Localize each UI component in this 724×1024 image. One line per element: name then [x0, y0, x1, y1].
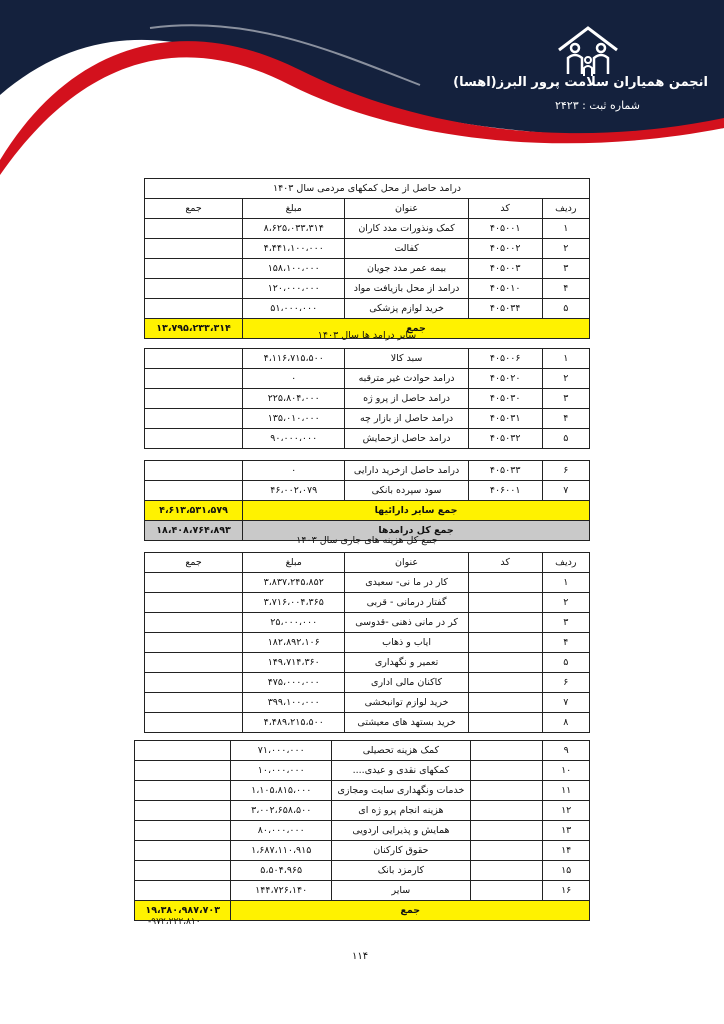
row-sum — [145, 481, 243, 501]
row-amount: ۸۰،۰۰۰،۰۰۰ — [231, 821, 332, 841]
section-title: سایر درامد ها سال ۱۴۰۳ — [317, 330, 417, 341]
table-row — [145, 279, 590, 299]
row-code — [470, 841, 543, 861]
total-value: ۴،۶۱۳،۵۳۱،۵۷۹ — [145, 501, 243, 521]
column-header-title: عنوان — [345, 199, 468, 219]
row-amount: ۰ — [243, 369, 345, 389]
row-number: ۱۰ — [543, 761, 590, 781]
row-number: ۳ — [542, 389, 589, 409]
table-row — [135, 881, 590, 901]
row-title: خرید لوازم پزشکی — [345, 299, 468, 319]
row-code — [468, 593, 542, 613]
row-amount: ۵۱،۰۰۰،۰۰۰ — [243, 299, 345, 319]
row-code — [468, 693, 542, 713]
row-number: ۴ — [542, 279, 589, 299]
row-sum — [135, 781, 231, 801]
row-title: خرید بستهد های معیشتی — [345, 713, 468, 733]
column-header-code: کد — [468, 199, 542, 219]
row-amount: ۸،۶۲۵،۰۳۳،۳۱۴ — [243, 219, 345, 239]
row-title: کاکنان مالی اداری — [345, 673, 468, 693]
income-expense-difference: -۹۷۲،۲۲۲،۸۱۰ — [148, 917, 201, 927]
table-row — [145, 613, 590, 633]
row-sum — [145, 713, 243, 733]
other-income-table-continued — [144, 460, 590, 541]
row-title: سبد کالا — [345, 349, 468, 369]
row-sum — [145, 369, 243, 389]
table-row — [135, 801, 590, 821]
section-title: درامد حاصل از محل کمکهای مردمی سال ۱۴۰۳ — [145, 179, 590, 199]
row-amount: ۱،۱۰۵،۸۱۵،۰۰۰ — [231, 781, 332, 801]
row-sum — [145, 673, 243, 693]
row-number: ۹ — [543, 741, 590, 761]
row-amount: ۳۹۹،۱۰۰،۰۰۰ — [243, 693, 345, 713]
row-amount: ۰ — [243, 461, 345, 481]
row-sum — [145, 389, 243, 409]
row-code — [470, 821, 543, 841]
row-amount: ۴،۴۴۱،۱۰۰،۰۰۰ — [243, 239, 345, 259]
row-amount: ۱،۶۸۷،۱۱۰،۹۱۵ — [231, 841, 332, 861]
row-amount: ۱۲۰،۰۰۰،۰۰۰ — [243, 279, 345, 299]
row-sum — [135, 761, 231, 781]
row-number: ۳ — [542, 613, 589, 633]
row-code: ۴۰۵۰۳۳ — [468, 461, 542, 481]
section-title: جمع کل هزینه های جاری سال ۱۴۰۳ — [296, 535, 438, 546]
row-amount: ۱۸۲،۸۹۲،۱۰۶ — [243, 633, 345, 653]
row-number: ۱۶ — [543, 881, 590, 901]
registration-number: شماره ثبت : ۲۴۲۳ — [554, 99, 640, 112]
table-row — [145, 389, 590, 409]
row-amount: ۴۷۵،۰۰۰،۰۰۰ — [243, 673, 345, 693]
row-sum — [145, 593, 243, 613]
total-label: جمع سایر دارائیها — [243, 501, 590, 521]
row-sum — [145, 259, 243, 279]
row-number: ۷ — [542, 693, 589, 713]
row-sum — [145, 299, 243, 319]
row-title: گفتار درمانی - قربی — [345, 593, 468, 613]
row-code — [470, 861, 543, 881]
row-number: ۵ — [542, 429, 589, 449]
row-sum — [145, 429, 243, 449]
column-header-sum: جمع — [145, 199, 243, 219]
row-amount: ۹۰،۰۰۰،۰۰۰ — [243, 429, 345, 449]
row-sum — [135, 741, 231, 761]
row-code — [468, 673, 542, 693]
row-number: ۱۳ — [543, 821, 590, 841]
row-amount: ۱۰،۰۰۰،۰۰۰ — [231, 761, 332, 781]
table-row — [135, 841, 590, 861]
row-sum — [145, 653, 243, 673]
row-number: ۱ — [542, 573, 589, 593]
row-title: سود سپرده بانکی — [345, 481, 468, 501]
table-row — [145, 259, 590, 279]
row-amount: ۵،۵۰۴،۹۶۵ — [231, 861, 332, 881]
table-row — [145, 349, 590, 369]
row-code — [468, 713, 542, 733]
grand-total-label: جمع کل درامدها — [243, 521, 590, 541]
other-income-table — [144, 348, 590, 449]
row-sum — [135, 861, 231, 881]
row-number: ۶ — [542, 461, 589, 481]
row-code: ۴۰۵۰۳۱ — [468, 409, 542, 429]
grand-total-value: ۱۸،۴۰۸،۷۶۴،۸۹۳ — [145, 521, 243, 541]
row-amount: ۴،۴۸۹،۲۱۵،۵۰۰ — [243, 713, 345, 733]
row-number: ۸ — [542, 713, 589, 733]
row-code — [470, 781, 543, 801]
row-title: کمک ونذورات مدد کاران — [345, 219, 468, 239]
row-title: خرید لوازم توانبخشی — [345, 693, 468, 713]
row-title: خدمات ونگهداری سایت ومجازی — [331, 781, 470, 801]
table-row — [135, 761, 590, 781]
table-row — [145, 461, 590, 481]
total-value: ۱۳،۷۹۵،۲۳۳،۳۱۴ — [145, 319, 243, 339]
row-title: درامد از محل بازیافت مواد — [345, 279, 468, 299]
row-code: ۴۰۵۰۲۰ — [468, 369, 542, 389]
row-sum — [135, 841, 231, 861]
row-amount: ۱۵۸،۱۰۰،۰۰۰ — [243, 259, 345, 279]
row-title: تعمیر و نگهداری — [345, 653, 468, 673]
row-sum — [145, 613, 243, 633]
organization-name: انجمن همیاران سلامت پرور البرز(اهسا) — [453, 75, 708, 90]
table-row — [145, 653, 590, 673]
column-header-title: عنوان — [345, 553, 468, 573]
row-number: ۱ — [542, 219, 589, 239]
expense-table-continued — [134, 740, 590, 921]
row-amount: ۱۳۵،۰۱۰،۰۰۰ — [243, 409, 345, 429]
row-number: ۲ — [542, 593, 589, 613]
row-code: ۴۰۵۰۳۴ — [468, 299, 542, 319]
row-number: ۵ — [542, 653, 589, 673]
table-row — [145, 299, 590, 319]
row-code: ۴۰۵۰۱۰ — [468, 279, 542, 299]
row-sum — [145, 349, 243, 369]
row-code — [470, 761, 543, 781]
table-row — [135, 821, 590, 841]
row-sum — [145, 633, 243, 653]
row-sum — [135, 821, 231, 841]
row-title: ایاب و ذهاب — [345, 633, 468, 653]
row-code — [470, 881, 543, 901]
row-sum — [135, 801, 231, 821]
row-title: کفالت — [345, 239, 468, 259]
row-number: ۱۱ — [543, 781, 590, 801]
column-header-amount: مبلغ — [243, 553, 345, 573]
row-sum — [145, 461, 243, 481]
row-title: درامد حاصل از بازار چه — [345, 409, 468, 429]
page-number: ۱۱۴ — [352, 951, 369, 962]
table-row — [145, 481, 590, 501]
row-code: ۴۰۵۰۰۶ — [468, 349, 542, 369]
row-title: همایش و پذیرایی اردویی — [331, 821, 470, 841]
row-title: بیمه عمر مدد جویان — [345, 259, 468, 279]
row-code — [470, 801, 543, 821]
row-number: ۱ — [542, 349, 589, 369]
row-title: درامد حاصل ازخرید دارایی — [345, 461, 468, 481]
table-row — [145, 219, 590, 239]
row-number: ۳ — [542, 259, 589, 279]
row-amount: ۳،۰۰۲،۶۵۸،۵۰۰ — [231, 801, 332, 821]
row-code — [468, 653, 542, 673]
row-amount: ۳،۷۱۶،۰۰۴،۳۶۵ — [243, 593, 345, 613]
column-header-amount: مبلغ — [243, 199, 345, 219]
row-title: کمک هزینه تحصیلی — [331, 741, 470, 761]
column-header-row: ردیف — [542, 553, 589, 573]
table-row — [145, 633, 590, 653]
row-number: ۷ — [542, 481, 589, 501]
row-number: ۵ — [542, 299, 589, 319]
table-row — [135, 741, 590, 761]
total-label: جمع — [231, 901, 590, 921]
row-amount: ۲۲۵،۸۰۴،۰۰۰ — [243, 389, 345, 409]
row-sum — [135, 881, 231, 901]
row-amount: ۱۴۴،۷۲۶،۱۴۰ — [231, 881, 332, 901]
table-row — [145, 593, 590, 613]
column-header-sum: جمع — [145, 553, 243, 573]
row-number: ۱۲ — [543, 801, 590, 821]
total-value: ۱۹،۳۸۰،۹۸۷،۷۰۳ — [135, 901, 231, 921]
row-title: درامد حاصل ازحمایش — [345, 429, 468, 449]
table-row — [135, 861, 590, 881]
row-sum — [145, 409, 243, 429]
row-code: ۴۰۵۰۰۱ — [468, 219, 542, 239]
row-amount: ۱۴۹،۷۱۴،۳۶۰ — [243, 653, 345, 673]
row-code — [468, 613, 542, 633]
row-amount: ۲۵،۰۰۰،۰۰۰ — [243, 613, 345, 633]
total-row — [135, 901, 590, 921]
row-code: ۴۰۵۰۳۲ — [468, 429, 542, 449]
table-row — [145, 693, 590, 713]
row-sum — [145, 693, 243, 713]
row-amount: ۴،۱۱۶،۷۱۵،۵۰۰ — [243, 349, 345, 369]
row-number: ۱۴ — [543, 841, 590, 861]
row-title: کر در مانی ذهنی -قدوسی — [345, 613, 468, 633]
row-title: کارمزد بانک — [331, 861, 470, 881]
row-number: ۴ — [542, 633, 589, 653]
row-title: سایر — [331, 881, 470, 901]
row-code: ۴۰۵۰۰۲ — [468, 239, 542, 259]
row-code: ۴۰۵۰۳۰ — [468, 389, 542, 409]
table-row — [145, 409, 590, 429]
row-title: کمکهای نقدی و عیدی.... — [331, 761, 470, 781]
row-number: ۱۵ — [543, 861, 590, 881]
row-number: ۶ — [542, 673, 589, 693]
expense-table — [144, 552, 590, 733]
total-row — [145, 501, 590, 521]
row-code — [468, 573, 542, 593]
table-row — [135, 781, 590, 801]
table-row — [145, 673, 590, 693]
row-sum — [145, 279, 243, 299]
row-code — [470, 741, 543, 761]
row-code — [468, 633, 542, 653]
column-header-row: ردیف — [542, 199, 589, 219]
row-amount: ۷۱،۰۰۰،۰۰۰ — [231, 741, 332, 761]
row-code: ۴۰۵۰۰۳ — [468, 259, 542, 279]
row-title: هزینه انجام پرو ژه ای — [331, 801, 470, 821]
total-label: جمع — [243, 319, 590, 339]
row-number: ۲ — [542, 369, 589, 389]
row-code: ۴۰۶۰۰۱ — [468, 481, 542, 501]
row-sum — [145, 573, 243, 593]
table-row — [145, 239, 590, 259]
row-title: درامد حوادث غیر مترقبه — [345, 369, 468, 389]
row-number: ۲ — [542, 239, 589, 259]
row-title: حقوق کارکنان — [331, 841, 470, 861]
row-number: ۴ — [542, 409, 589, 429]
row-title: کار در ما نی- سعیدی — [345, 573, 468, 593]
table-row — [145, 369, 590, 389]
row-sum — [145, 239, 243, 259]
header-banner — [0, 0, 724, 175]
row-title: درامد حاصل از پرو ژه — [345, 389, 468, 409]
table-row — [145, 429, 590, 449]
column-header-code: کد — [468, 553, 542, 573]
table-row — [145, 713, 590, 733]
family-house-logo-icon — [555, 24, 621, 78]
row-amount: ۴۶،۰۰۲،۰۷۹ — [243, 481, 345, 501]
row-sum — [145, 219, 243, 239]
donation-income-table — [144, 178, 590, 339]
table-row — [145, 573, 590, 593]
row-amount: ۳،۸۳۷،۲۴۵،۸۵۲ — [243, 573, 345, 593]
